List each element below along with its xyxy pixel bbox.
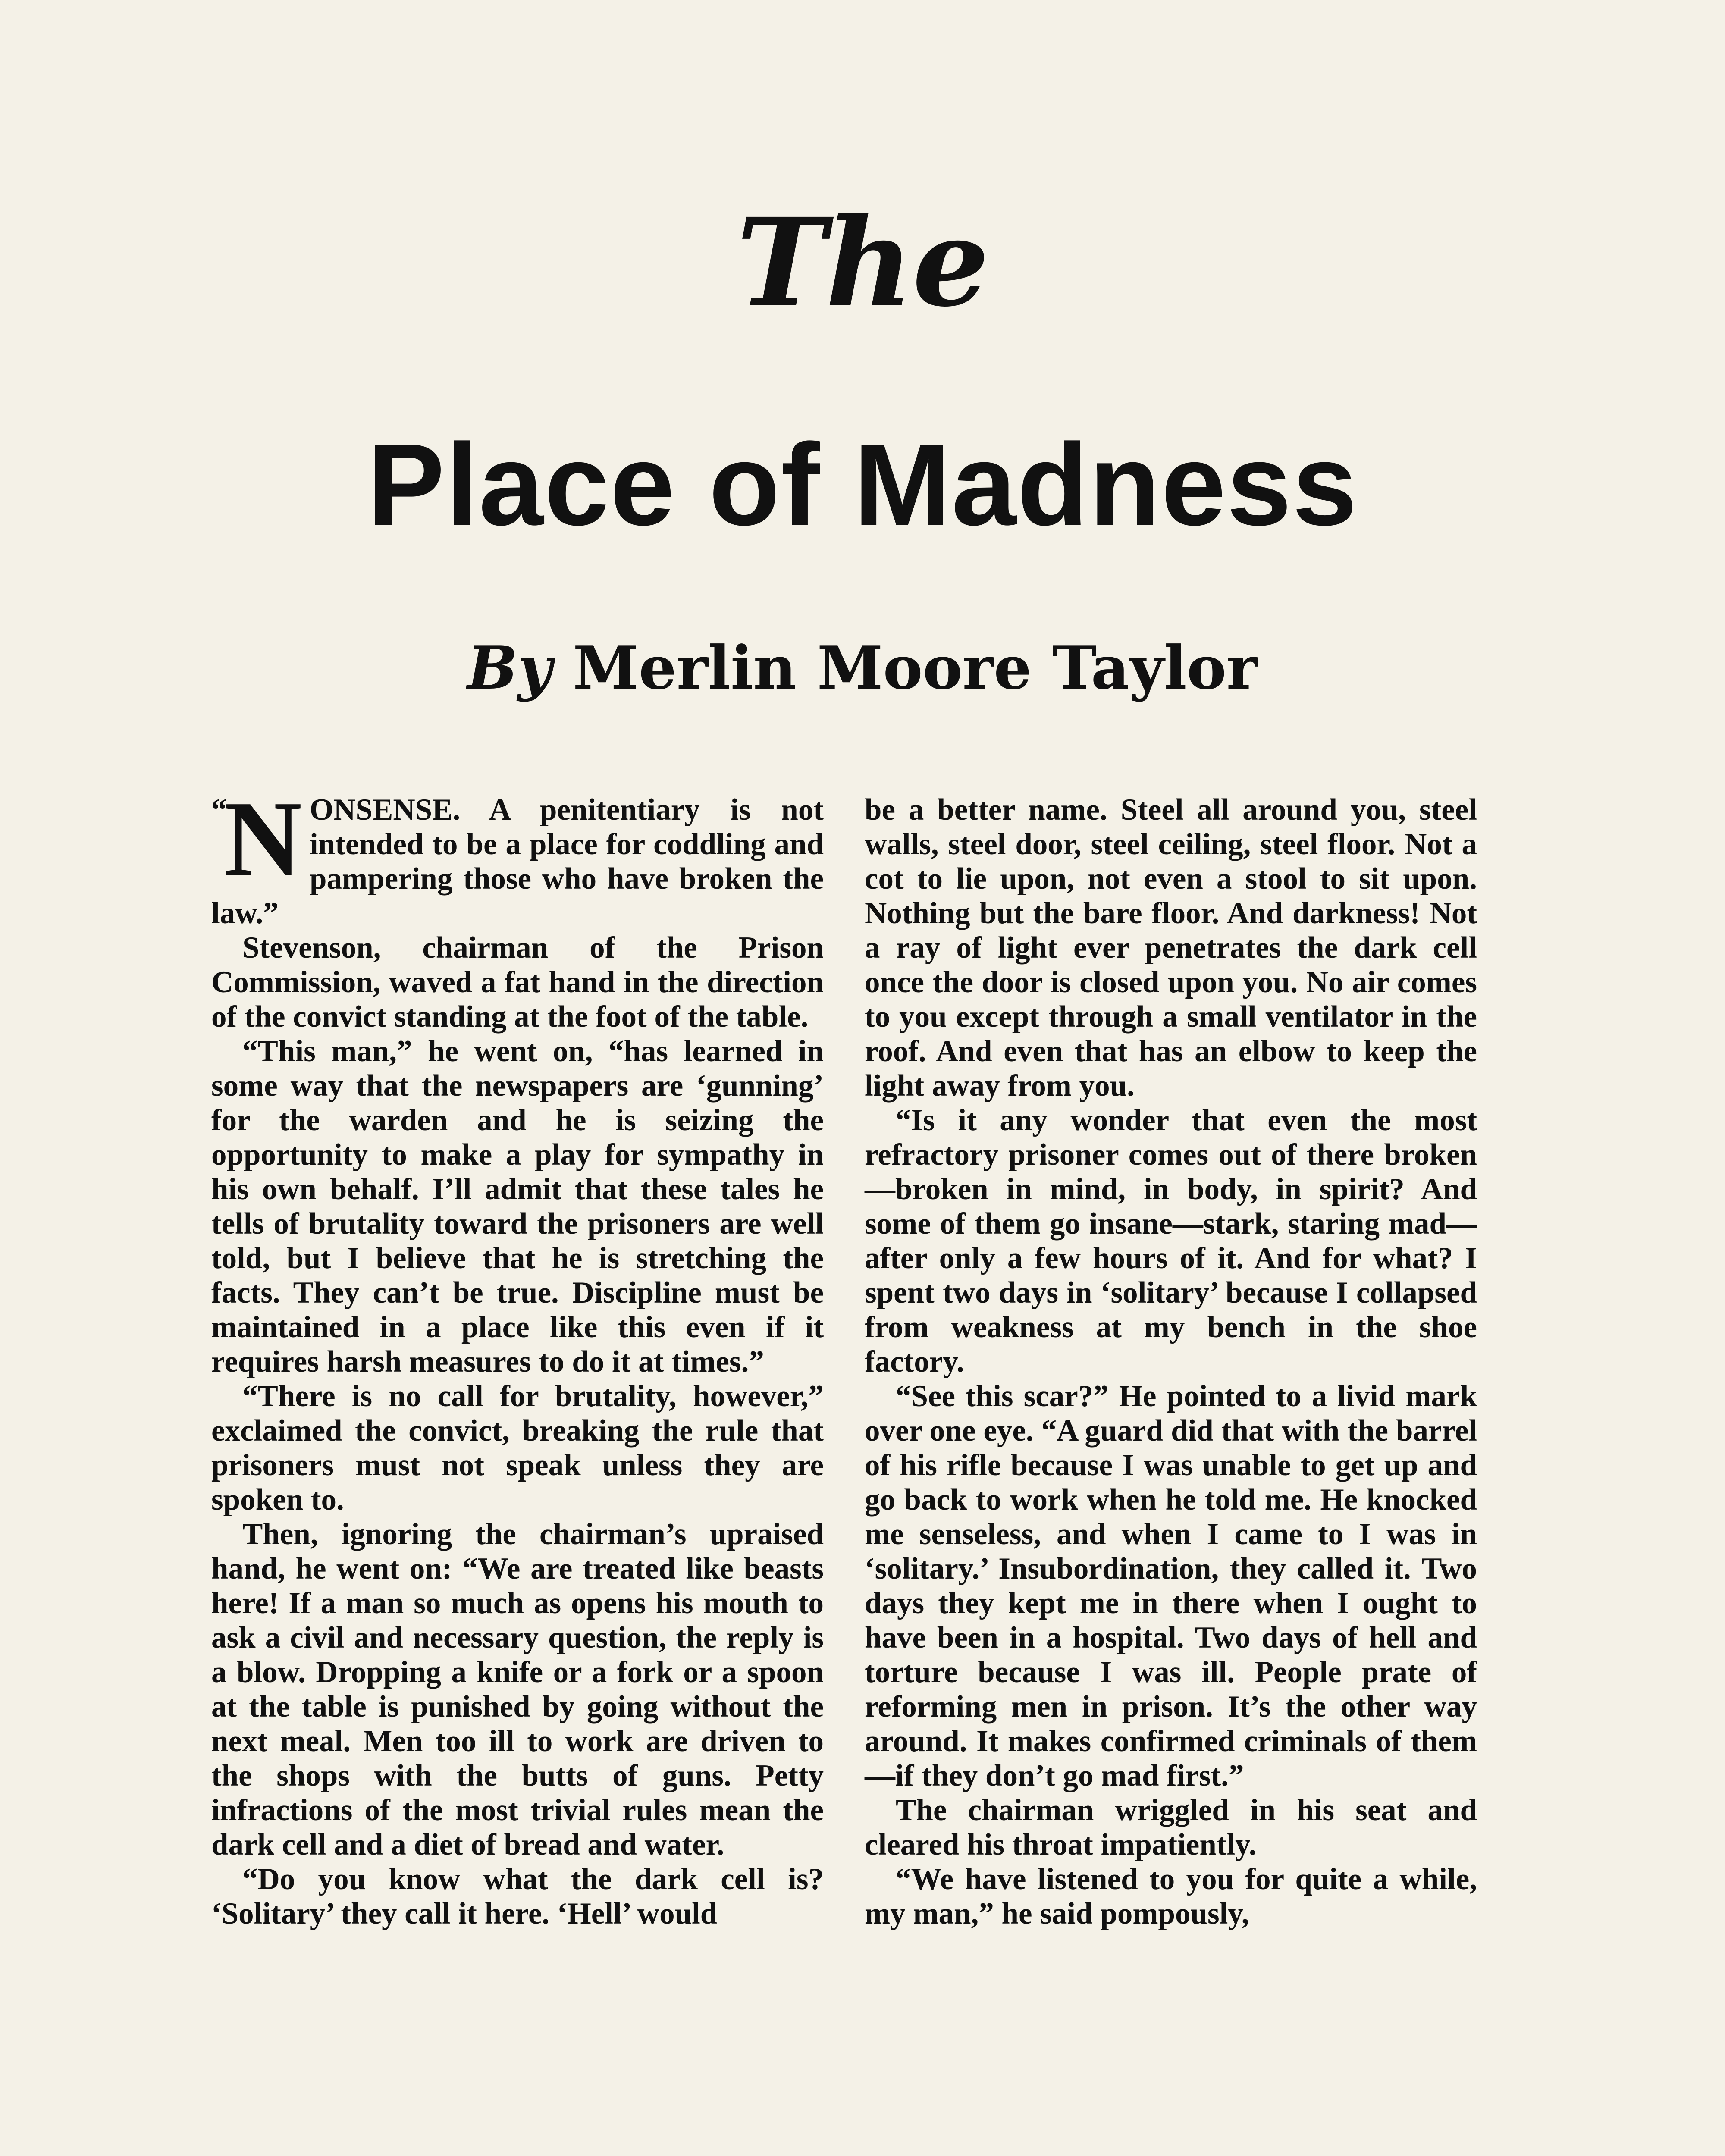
drop-cap: N — [224, 779, 302, 899]
opening-text: ONSENSE. A penitentiary is not intended to be a place for coddling and pampering those who have broken the law.” — [211, 793, 824, 930]
paragraph: “Is it any wonder that even the most refractory prisoner comes out of there broken—broken in mind, in body, in spirit? And some of them go insane—stark, staring mad—after only a few hours of it. And for what? I spent two days in ‘solitary’ because I collapsed from weakness at my bench in the shoe factory. — [865, 1103, 1477, 1379]
paragraph: “Do you know what the dark cell is? ‘Solitary’ they call it here. ‘Hell’ would — [211, 1862, 824, 1930]
title-the: The — [736, 192, 989, 334]
paragraph: “We have listened to you for quite a while, my man,” he said pompously, — [865, 1862, 1477, 1930]
page-title: Place of Madness — [367, 420, 1358, 550]
byline-by: By — [467, 633, 552, 703]
right-column — [865, 793, 1477, 1931]
author-name: Merlin Moore Taylor — [573, 633, 1258, 703]
byline — [0, 633, 1725, 703]
paragraph: Stevenson, chairman of the Prison Commission, waved a fat hand in the direction of the convict standing at the foot of the table. — [211, 931, 824, 1034]
paragraph-opening — [211, 779, 824, 931]
paragraph: “See this scar?” He pointed to a livid mark over one eye. “A guard did that with the barrel of his rifle because I was unable to get up and go back to work when he told me. He knocked me senseless, and when I came to I was in ‘solitary.’ Insubordination, they called it. Two days they kept me in there when I ought to have been in a hospital. Two days of hell and torture because I was ill. People prate of reforming men in prison. It’s the other way around. It makes confirmed criminals of them—if they don’t go mad first.” — [865, 1379, 1477, 1792]
left-column — [211, 779, 824, 1931]
paragraph: “There is no call for brutality, however,” exclaimed the convict, breaking the rule that prisoners must not speak unless they are spoken to. — [211, 1379, 824, 1517]
open-quote: “ — [211, 793, 227, 827]
paragraph: “This man,” he went on, “has learned in some way that the newspapers are ‘gunning’ for the warden and he is seizing the opportunity to make a play for sympathy in his own behalf. I’ll admit that these tales he tells of brutality toward the prisoners are well told, but I believe that he is stretching the facts. They can’t be true. Discipline must be maintained in a place like this even if it requires harsh measures to do it at times.” — [211, 1034, 824, 1379]
paragraph: Then, ignoring the chairman’s upraised hand, he went on: “We are treated like beasts here! If a man so much as opens his mouth to ask a civil and necessary question, the reply is a blow. Dropping a knife or a fork or a spoon at the table is punished by going without the next meal. Men too ill to work are driven to the shops with the butts of guns. Petty infractions of the most trivial rules mean the dark cell and a diet of bread and water. — [211, 1517, 824, 1861]
paragraph: The chairman wriggled in his seat and cleared his throat impatiently. — [865, 1793, 1477, 1861]
paragraph-continued: be a better name. Steel all around you, steel walls, steel door, steel ceiling, steel floor. Not a cot to lie upon, not even a stool to sit upon. Nothing but the bare floor. And darkness! Not a ray of light ever penetrates the dark cell once the door is closed upon you. No air comes to you except through a small ventilator in the roof. And even that has an elbow to keep the light away from you. — [865, 793, 1477, 1103]
